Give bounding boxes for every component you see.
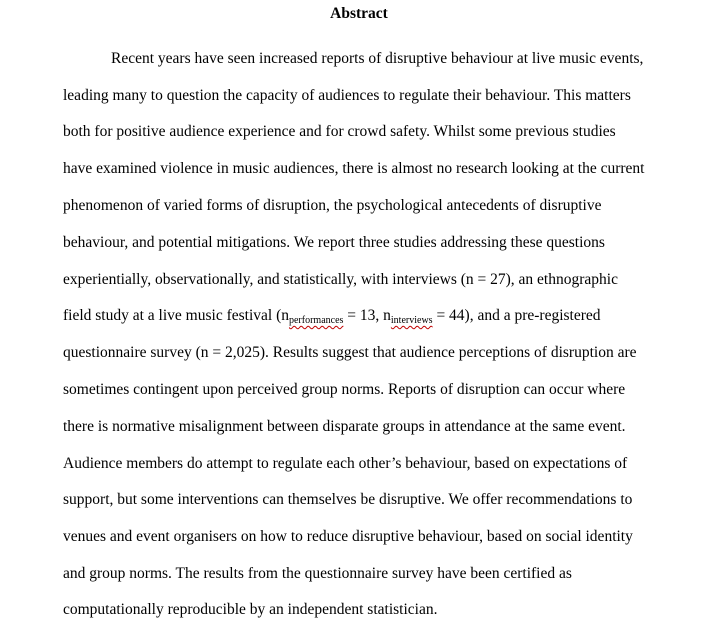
abstract-line: [63, 306, 601, 328]
abstract-line: leading many to question the capacity of audiences to regulate their behaviour. This matters: [63, 87, 631, 104]
subscript-interviews: interviews: [390, 315, 433, 326]
abstract-line: support, but some interventions can themselves be disruptive. We offer recommendations to: [63, 491, 633, 508]
abstract-line: both for positive audience experience and for crowd safety. Whilst some previous studies: [63, 123, 616, 140]
abstract-line: phenomenon of varied forms of disruption, the psychological antecedents of disruptive: [63, 197, 602, 214]
abstract-line: experientially, observationally, and statistically, with interviews (n = 27), an ethnographic: [63, 271, 618, 288]
n-symbol: n: [281, 307, 289, 324]
line-text-after: = 44), and a pre-registered: [432, 307, 601, 324]
abstract-line: questionnaire survey (n = 2,025). Results suggest that audience perceptions of disruption are: [63, 344, 637, 361]
abstract-line: there is normative misalignment between disparate groups in attendance at the same event.: [63, 418, 626, 435]
subscript-performances: performances: [288, 315, 344, 326]
abstract-line: venues and event organisers on how to reduce disruptive behaviour, based on social identity: [63, 528, 633, 545]
abstract-line: Recent years have seen increased reports of disruptive behaviour at live music events,: [111, 50, 644, 67]
abstract-line: and group norms. The results from the questionnaire survey have been certified as: [63, 565, 572, 582]
abstract-line: sometimes contingent upon perceived group norms. Reports of disruption can occur where: [63, 381, 626, 398]
line-text-middle: = 13,: [343, 307, 384, 324]
n-symbol: n: [383, 307, 391, 324]
abstract-heading: Abstract: [330, 5, 388, 22]
abstract-line: have examined violence in music audiences, there is almost no research looking at the current: [63, 160, 645, 177]
line-text-before: field study at a live music festival (: [63, 307, 282, 324]
abstract-line: Audience members do attempt to regulate each other’s behaviour, based on expectations of: [63, 455, 628, 472]
abstract-line: behaviour, and potential mitigations. We report three studies addressing these questions: [63, 234, 605, 251]
abstract-line: computationally reproducible by an independent statistician.: [63, 601, 438, 618]
